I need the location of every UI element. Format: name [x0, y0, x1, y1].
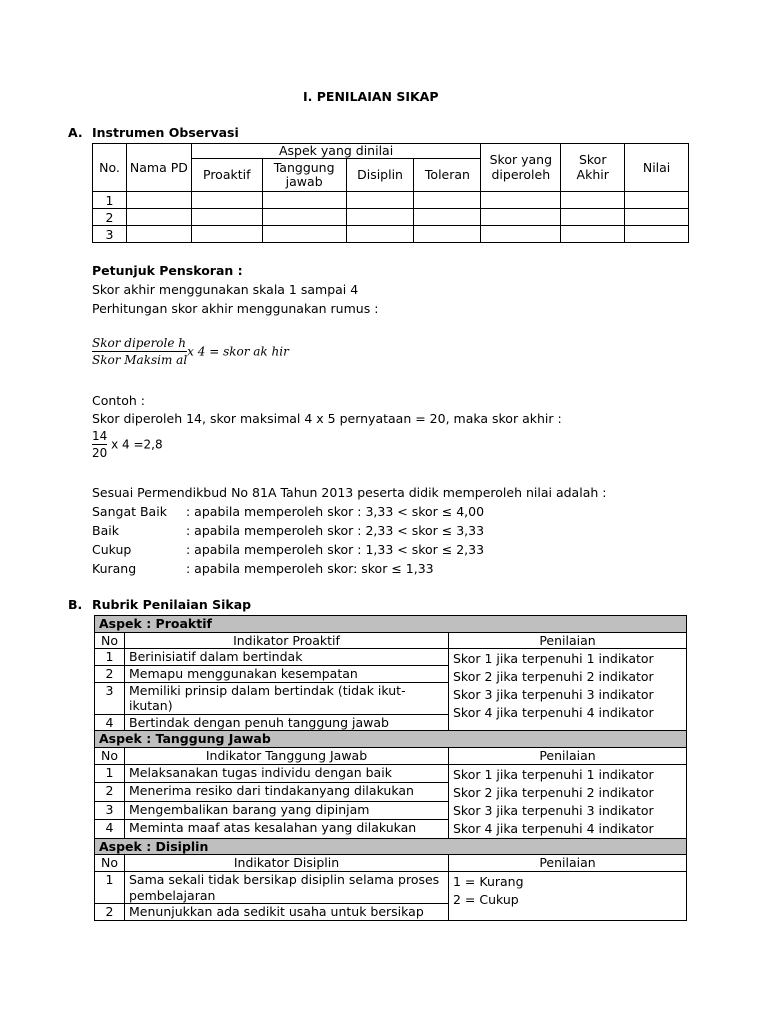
- category-label: Cukup: [92, 542, 132, 557]
- col-header-disiplin: Disiplin: [346, 159, 414, 192]
- score-line: 2 = Cukup: [453, 891, 519, 907]
- example-denominator: 20: [92, 446, 108, 461]
- col-header-skor-diperoleh: Skor yang diperoleh: [481, 144, 561, 192]
- indikator-item: Melaksanakan tugas individu dengan baik: [125, 764, 449, 783]
- observation-table: [92, 143, 689, 243]
- contoh-text: Skor diperoleh 14, skor maksimal 4 x 5 pernyataan = 20, maka skor akhir :: [92, 411, 562, 426]
- category-label: Sangat Baik: [92, 504, 167, 519]
- table-row: [93, 192, 689, 209]
- score-line: 1 = Kurang: [453, 873, 524, 889]
- section-a-marker: A.: [68, 125, 83, 140]
- indikator-item: Mengembalikan barang yang dipinjam: [125, 801, 449, 820]
- formula-result: x 4 = skor ak hir: [187, 344, 289, 359]
- table-row: 3 Memiliki prinsip dalam bertindak (tidak ikut-ikutan): [95, 682, 687, 714]
- category-desc: : apabila memperoleh skor : 1,33 < skor ≤ 2,33: [186, 542, 485, 557]
- table-row: 1 Berinisiatif dalam bertindak Skor 1 jika terpenuhi 1 indikator Skor 2 jika terpenuhi 2 indikator Skor 3 jika terpenuhi 3 indikator Skor 4 jika terpenuhi 4 indikator: [95, 649, 687, 666]
- category-label: Kurang: [92, 561, 137, 576]
- example-numerator: 14: [92, 429, 107, 445]
- col-header-no: No.: [93, 144, 127, 192]
- row-number: 1: [93, 192, 127, 209]
- table-row: 4 Meminta maaf atas kesalahan yang dilakukan: [95, 820, 687, 839]
- row-number: 2: [93, 209, 127, 226]
- aspect-tanggung-jawab-title: Aspek : Tanggung Jawab: [95, 731, 687, 748]
- page-title: I. PENILAIAN SIKAP: [303, 89, 439, 104]
- indikator-item: Sama sekali tidak bersikap disiplin selama proses pembelajaran: [125, 871, 449, 903]
- example-formula: [92, 429, 163, 461]
- penilaian-header: Penilaian: [449, 748, 687, 765]
- indikator-header: Indikator Proaktif: [125, 632, 449, 649]
- col-header-nilai: Nilai: [625, 144, 689, 192]
- category-desc: : apabila memperoleh skor : 3,33 < skor ≤ 4,00: [186, 504, 485, 519]
- category-desc: : apabila memperoleh skor: skor ≤ 1,33: [186, 561, 434, 576]
- col-header-nama: Nama PD: [126, 144, 191, 192]
- indikator-item: Memapu menggunakan kesempatan: [125, 665, 449, 682]
- indikator-item: Berinisiatif dalam bertindak: [125, 649, 449, 666]
- table-row: 2 Menunjukkan ada sedikit usaha untuk bersikap: [95, 904, 687, 921]
- example-result: x 4 =2,8: [111, 437, 163, 452]
- formula-denominator: Skor Maksim al: [92, 353, 188, 368]
- section-b-heading: Rubrik Penilaian Sikap: [92, 597, 252, 612]
- col-header-skor-akhir: Skor Akhir: [561, 144, 625, 192]
- indikator-item: Menunjukkan ada sedikit usaha untuk bersikap: [125, 904, 449, 921]
- indikator-header: Indikator Disiplin: [125, 855, 449, 872]
- no-header: No: [95, 855, 125, 872]
- table-row: 2 Memapu menggunakan kesempatan: [95, 665, 687, 682]
- col-header-aspek: Aspek yang dinilai: [191, 144, 481, 159]
- indikator-item: Meminta maaf atas kesalahan yang dilakukan: [125, 820, 449, 839]
- score-line: Skor 1 jika terpenuhi 1 indikator: [453, 651, 654, 667]
- petunjuk-line2: Perhitungan skor akhir menggunakan rumus :: [92, 301, 379, 316]
- indikator-header: Indikator Tanggung Jawab: [125, 748, 449, 765]
- score-line: Skor 2 jika terpenuhi 2 indikator: [453, 669, 654, 685]
- table-row: 1 Sama sekali tidak bersikap disiplin selama proses pembelajaran 1 = Kurang 2 = Cukup: [95, 871, 687, 903]
- penilaian-cell: [449, 649, 687, 731]
- category-row: [92, 504, 484, 519]
- col-header-proaktif: Proaktif: [191, 159, 262, 192]
- contoh-label: Contoh :: [92, 393, 145, 408]
- petunjuk-heading: Petunjuk Penskoran :: [92, 263, 243, 278]
- col-header-tanggung-jawab: Tanggung jawab: [262, 159, 346, 192]
- penilaian-header: Penilaian: [449, 855, 687, 872]
- no-header: No: [95, 632, 125, 649]
- table-row: [93, 226, 689, 243]
- score-line: Skor 4 jika terpenuhi 4 indikator: [453, 705, 654, 721]
- table-row: 1 Melaksanakan tugas individu dengan baik Skor 1 jika terpenuhi 1 indikator Skor 2 jika terpenuhi 2 indikator Skor 3 jika terpenuhi 3 indikator Skor 4 jika terpenuhi 4 indikator: [95, 764, 687, 783]
- score-line: Skor 1 jika terpenuhi 1 indikator: [453, 766, 654, 782]
- category-row: [92, 523, 484, 538]
- indikator-item: Memiliki prinsip dalam bertindak (tidak ikut-ikutan): [125, 682, 449, 714]
- indikator-item: Menerima resiko dari tindakanyang dilakukan: [125, 783, 449, 802]
- score-line: Skor 3 jika terpenuhi 3 indikator: [453, 687, 654, 703]
- formula: [92, 336, 289, 368]
- aspect-proaktif-title: Aspek : Proaktif: [95, 616, 687, 633]
- section-a-heading: Instrumen Observasi: [92, 125, 239, 140]
- table-row: 2 Menerima resiko dari tindakanyang dilakukan: [95, 783, 687, 802]
- no-header: No: [95, 748, 125, 765]
- row-number: 3: [93, 226, 127, 243]
- penilaian-cell: [449, 871, 687, 920]
- rubric-table: [94, 615, 687, 921]
- formula-numerator: Skor diperole h: [92, 336, 187, 352]
- table-row: 3 Mengembalikan barang yang dipinjam: [95, 801, 687, 820]
- aspect-disiplin-title: Aspek : Disiplin: [95, 838, 687, 855]
- indikator-item: Bertindak dengan penuh tanggung jawab: [125, 714, 449, 731]
- col-header-toleran: Toleran: [414, 159, 481, 192]
- section-b-marker: B.: [68, 597, 83, 612]
- category-desc: : apabila memperoleh skor : 2,33 < skor ≤ 3,33: [186, 523, 485, 538]
- category-label: Baik: [92, 523, 119, 538]
- category-row: [92, 542, 484, 557]
- permendikbud-text: Sesuai Permendikbud No 81A Tahun 2013 peserta didik memperoleh nilai adalah :: [92, 485, 607, 500]
- penilaian-cell: [449, 764, 687, 838]
- penilaian-header: Penilaian: [449, 632, 687, 649]
- table-row: [93, 209, 689, 226]
- category-row: [92, 561, 434, 576]
- score-line: Skor 3 jika terpenuhi 3 indikator: [453, 802, 654, 818]
- petunjuk-line1: Skor akhir menggunakan skala 1 sampai 4: [92, 282, 359, 297]
- table-row: 4 Bertindak dengan penuh tanggung jawab: [95, 714, 687, 731]
- score-line: Skor 4 jika terpenuhi 4 indikator: [453, 820, 654, 836]
- score-line: Skor 2 jika terpenuhi 2 indikator: [453, 784, 654, 800]
